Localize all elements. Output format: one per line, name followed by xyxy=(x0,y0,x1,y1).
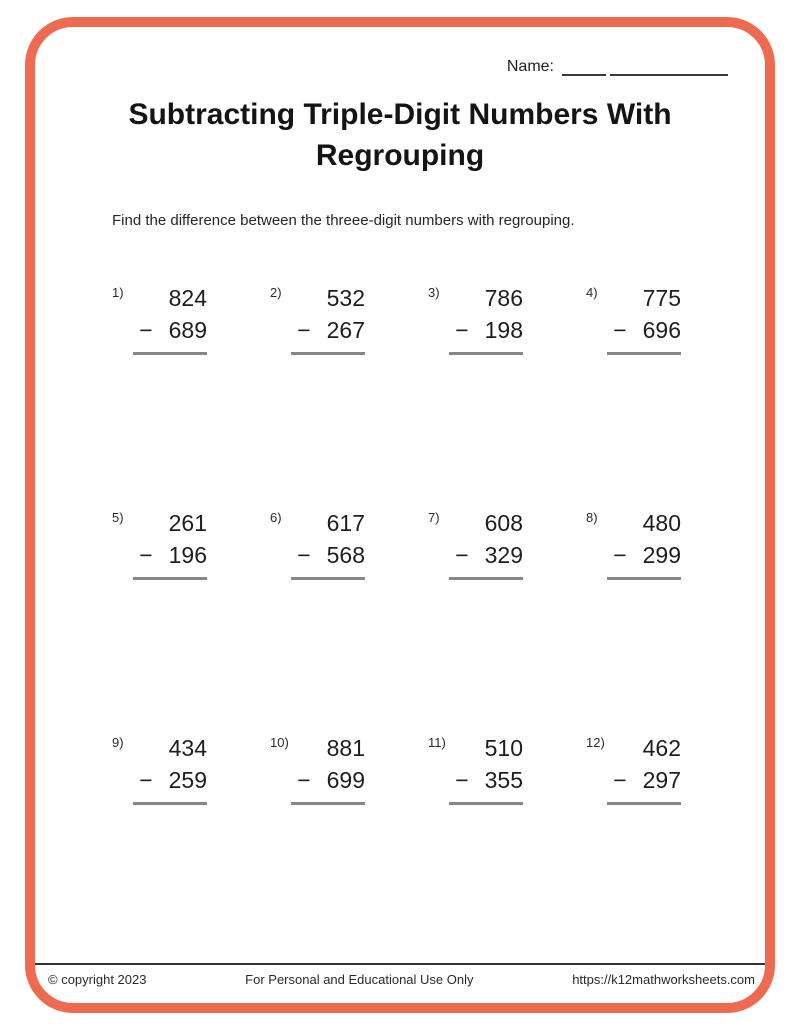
minus-sign: − xyxy=(139,542,153,568)
answer-line xyxy=(291,352,365,355)
subtrahend: 329 xyxy=(484,542,523,568)
problem-number: 7) xyxy=(428,510,440,525)
problem-body xyxy=(607,283,681,355)
minus-sign: − xyxy=(297,767,311,793)
problem-8 xyxy=(586,508,681,588)
answer-line xyxy=(607,802,681,805)
answer-line xyxy=(133,352,207,355)
subtraction-row xyxy=(613,315,681,345)
problem-body xyxy=(291,508,365,580)
footer-url: https://k12mathworksheets.com xyxy=(572,972,755,987)
subtraction-row xyxy=(455,540,523,570)
minus-sign: − xyxy=(613,767,627,793)
subtraction-row xyxy=(139,540,207,570)
problem-body xyxy=(449,508,523,580)
minuend: 510 xyxy=(484,735,523,761)
answer-line xyxy=(607,352,681,355)
answer-line xyxy=(607,577,681,580)
problem-body xyxy=(449,733,523,805)
problem-number: 12) xyxy=(586,735,605,750)
minuend: 532 xyxy=(326,285,365,311)
problem-body xyxy=(607,733,681,805)
minuend: 786 xyxy=(484,285,523,311)
problem-number: 2) xyxy=(270,285,282,300)
minus-sign: − xyxy=(297,317,311,343)
name-row xyxy=(507,58,728,76)
problem-body xyxy=(607,508,681,580)
minuend: 434 xyxy=(168,735,207,761)
name-blank-line xyxy=(562,58,606,76)
subtrahend: 696 xyxy=(642,317,681,343)
subtrahend: 198 xyxy=(484,317,523,343)
page-title xyxy=(0,94,800,176)
problem-6 xyxy=(270,508,365,588)
answer-line xyxy=(449,802,523,805)
subtrahend: 355 xyxy=(484,767,523,793)
instruction-text: Find the difference between the threee-digit numbers with regrouping. xyxy=(112,212,575,229)
problem-number: 4) xyxy=(586,285,598,300)
problem-body xyxy=(133,733,207,805)
problem-body xyxy=(291,283,365,355)
footer-usage-text: For Personal and Educational Use Only xyxy=(245,972,474,987)
subtrahend: 196 xyxy=(168,542,207,568)
subtraction-row xyxy=(139,765,207,795)
subtrahend: 689 xyxy=(168,317,207,343)
subtraction-row xyxy=(455,315,523,345)
footer xyxy=(35,963,765,987)
subtraction-row xyxy=(455,765,523,795)
problem-11 xyxy=(428,733,523,813)
minuend: 617 xyxy=(326,510,365,536)
minus-sign: − xyxy=(455,317,469,343)
subtraction-row xyxy=(297,540,365,570)
minus-sign: − xyxy=(455,542,469,568)
problem-number: 5) xyxy=(112,510,124,525)
subtrahend: 259 xyxy=(168,767,207,793)
subtrahend: 267 xyxy=(326,317,365,343)
minuend: 824 xyxy=(168,285,207,311)
minuend: 261 xyxy=(168,510,207,536)
subtraction-row xyxy=(139,315,207,345)
page-title-line2: Regrouping xyxy=(315,139,485,172)
answer-line xyxy=(133,577,207,580)
footer-copyright: © copyright 2023 xyxy=(48,972,147,987)
name-label: Name: xyxy=(506,58,554,75)
problem-number: 11) xyxy=(428,735,446,750)
minuend: 881 xyxy=(326,735,365,761)
problem-number: 9) xyxy=(112,735,124,750)
problem-body xyxy=(133,508,207,580)
subtrahend: 568 xyxy=(326,542,365,568)
problem-10 xyxy=(270,733,365,813)
subtraction-row xyxy=(613,765,681,795)
subtraction-row xyxy=(297,765,365,795)
problem-number: 8) xyxy=(586,510,598,525)
problem-number: 6) xyxy=(270,510,282,525)
problem-12 xyxy=(586,733,681,813)
name-blank-line xyxy=(610,58,728,76)
minus-sign: − xyxy=(613,317,627,343)
subtrahend: 299 xyxy=(642,542,681,568)
subtraction-row xyxy=(613,540,681,570)
answer-line xyxy=(291,577,365,580)
minuend: 775 xyxy=(642,285,681,311)
subtrahend: 297 xyxy=(642,767,681,793)
minus-sign: − xyxy=(139,767,153,793)
problem-body xyxy=(133,283,207,355)
minus-sign: − xyxy=(455,767,469,793)
page-title-line1: Subtracting Triple-Digit Numbers With xyxy=(128,98,672,131)
problems-grid xyxy=(112,283,681,813)
problem-1 xyxy=(112,283,207,363)
subtrahend: 699 xyxy=(326,767,365,793)
answer-line xyxy=(291,802,365,805)
minus-sign: − xyxy=(139,317,153,343)
minuend: 608 xyxy=(484,510,523,536)
problem-number: 1) xyxy=(112,285,124,300)
answer-line xyxy=(449,352,523,355)
problem-body xyxy=(291,733,365,805)
problem-7 xyxy=(428,508,523,588)
problem-4 xyxy=(586,283,681,363)
minuend: 462 xyxy=(642,735,681,761)
minus-sign: − xyxy=(297,542,311,568)
problem-number: 3) xyxy=(428,285,440,300)
problem-3 xyxy=(428,283,523,363)
problem-number: 10) xyxy=(270,735,289,750)
subtraction-row xyxy=(297,315,365,345)
minus-sign: − xyxy=(613,542,627,568)
problem-body xyxy=(449,283,523,355)
problem-5 xyxy=(112,508,207,588)
answer-line xyxy=(133,802,207,805)
minuend: 480 xyxy=(642,510,681,536)
problem-2 xyxy=(270,283,365,363)
answer-line xyxy=(449,577,523,580)
problem-9 xyxy=(112,733,207,813)
